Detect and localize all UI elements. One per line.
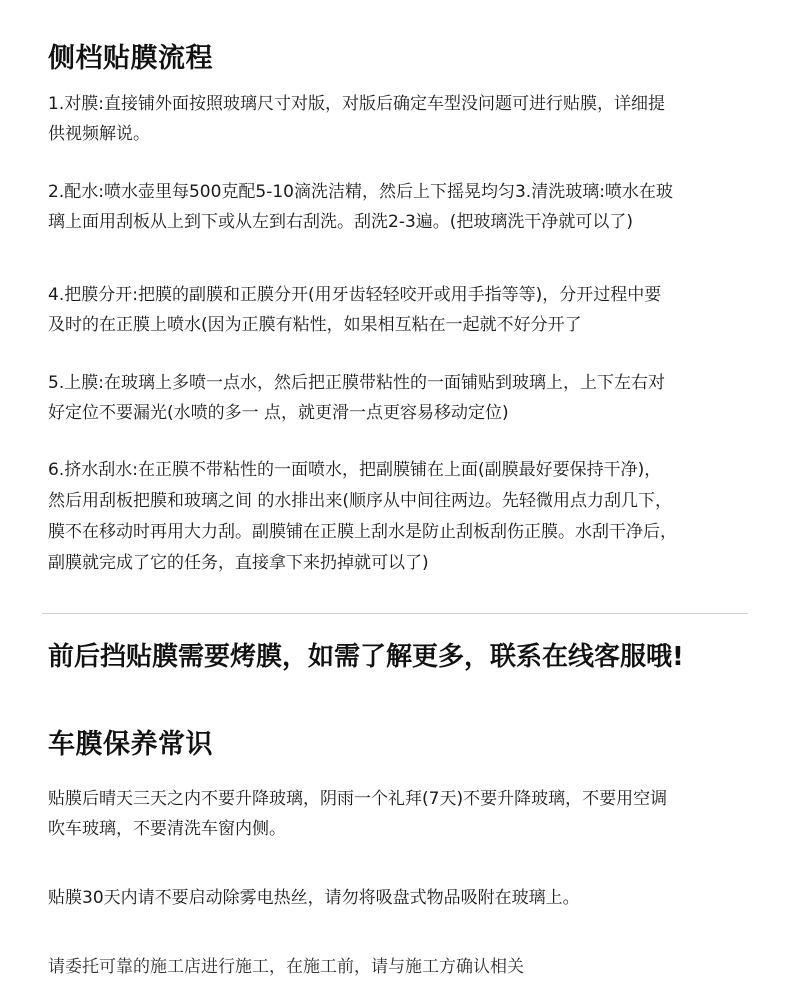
step-5-paragraph (48, 368, 748, 428)
care-1-line-2: 吹车玻璃，不要清洗车窗内侧。 (48, 819, 286, 839)
step-2-line-2: 璃上面用刮板从上到下或从左到右刮洗。刮洗2-3遍。(把玻璃洗干净就可以了) (48, 212, 634, 232)
step-4-line-2: 及时的在正膜上喷水(因为正膜有粘性，如果相互粘在一起就不好分开了 (48, 315, 582, 335)
care-paragraph-2 (48, 883, 748, 913)
step-2-3-paragraph (48, 177, 748, 237)
step-1-line-1: 1.对膜:直接铺外面按照玻璃尺寸对版，对版后确定车型没问题可进行贴膜，详细提 (48, 94, 665, 114)
step-6-line-3: 膜不在移动时再用大力刮。副膜铺在正膜上刮水是防止刮板刮伤正膜。水刮干净后， (48, 522, 677, 542)
step-6-line-1: 6.挤水刮水:在正膜不带粘性的一面喷水，把副膜铺在上面(副膜最好要保持干净)， (48, 460, 662, 480)
section-title-film-care: 车膜保养常识 (48, 729, 213, 760)
step-1-line-2: 供视频解说。 (48, 124, 150, 144)
step-5-line-1: 5.上膜:在玻璃上多喷一点水，然后把正膜带粘性的一面铺贴到玻璃上，上下左右对 (48, 373, 665, 393)
front-rear-windshield-notice: 前后挡贴膜需要烤膜，如需了解更多，联系在线客服哦! (48, 642, 684, 672)
section-divider (42, 613, 748, 614)
step-6-line-2: 然后用刮板把膜和玻璃之间 的水排出来(顺序从中间往两边。先轻微用点力刮几下， (48, 491, 673, 511)
care-2-line-1: 贴膜30天内请不要启动除雾电热丝，请勿将吸盘式物品吸附在玻璃上。 (48, 888, 580, 908)
step-6-line-4: 副膜就完成了它的任务，直接拿下来扔掉就可以了) (48, 553, 429, 573)
step-1-paragraph (48, 89, 748, 149)
step-5-line-2: 好定位不要漏光(水喷的多一 点，就更滑一点更容易移动定位) (48, 403, 509, 423)
care-1-line-1: 贴膜后晴天三天之内不要升降玻璃，阴雨一个礼拜(7天)不要升降玻璃，不要用空调 (48, 789, 668, 809)
care-3-line-1: 请委托可靠的施工店进行施工，在施工前，请与施工方确认相关 (48, 957, 524, 977)
section-title-side-window-film-process: 侧档贴膜流程 (48, 43, 213, 74)
step-6-paragraph (48, 455, 748, 579)
step-4-paragraph (48, 280, 748, 340)
step-2-line-1: 2.配水:喷水壶里每500克配5-10滴洗洁精，然后上下摇晃均匀3.清洗玻璃:喷水在玻 (48, 182, 673, 202)
step-4-line-1: 4.把膜分开:把膜的副膜和正膜分开(用牙齿轻轻咬开或用手指等等)，分开过程中要 (48, 285, 662, 305)
care-paragraph-3 (48, 952, 748, 982)
care-paragraph-1 (48, 784, 748, 844)
